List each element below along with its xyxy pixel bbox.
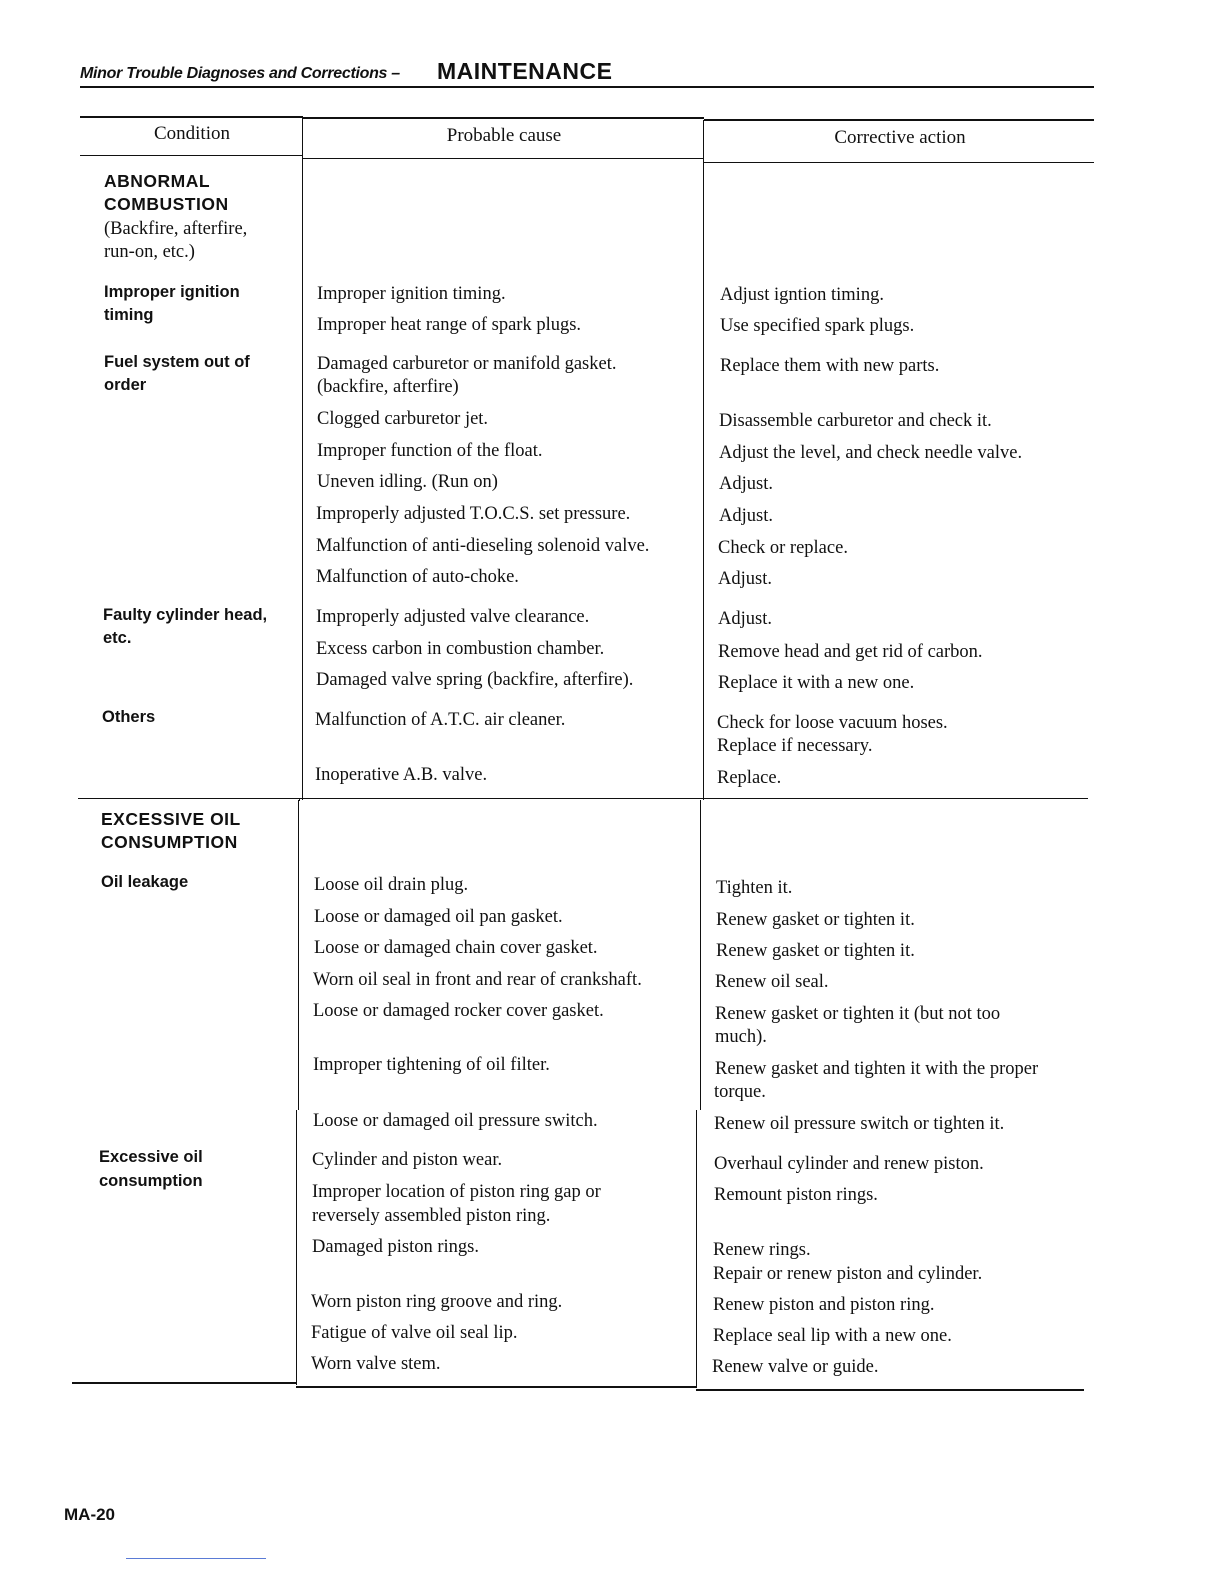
condition-label: Excessive oil — [99, 1148, 203, 1166]
cause-cell: Improper function of the float. — [317, 441, 543, 461]
cause-cell: Improperly adjusted valve clearance. — [316, 607, 590, 627]
cause-cell: Loose oil drain plug. — [314, 875, 469, 895]
action-cell: Renew valve or guide. — [712, 1357, 879, 1377]
header-title: MAINTENANCE — [437, 58, 613, 84]
action-cell: Check or replace. — [718, 538, 848, 558]
cause-cell: Loose or damaged rocker cover gasket. — [313, 1001, 604, 1021]
cause-cell: Loose or damaged oil pressure switch. — [313, 1111, 598, 1131]
condition-label: consumption — [99, 1172, 203, 1190]
column-divider — [700, 800, 701, 1110]
action-cell: Renew oil seal. — [715, 972, 829, 992]
condition-label: Oil leakage — [101, 873, 189, 891]
cause-cell: Loose or damaged oil pan gasket. — [314, 907, 563, 927]
cause-cell: Worn piston ring groove and ring. — [311, 1292, 563, 1312]
condition-label: etc. — [103, 629, 132, 647]
action-cell: Adjust. — [719, 506, 773, 526]
section-heading: EXCESSIVE OIL — [101, 809, 241, 829]
action-cell: much). — [715, 1027, 767, 1047]
section-heading: ABNORMAL — [104, 171, 211, 191]
cause-cell: Improper ignition timing. — [317, 284, 506, 304]
action-cell: Remove head and get rid of carbon. — [718, 642, 983, 662]
cause-cell: Improper location of piston ring gap or — [312, 1182, 601, 1202]
cause-cell: Loose or damaged chain cover gasket. — [314, 938, 598, 958]
action-cell: torque. — [714, 1082, 766, 1102]
action-cell: Replace them with new parts. — [720, 356, 940, 376]
cause-cell: Damaged carburetor or manifold gasket. — [317, 354, 617, 374]
cause-cell: Worn valve stem. — [311, 1354, 441, 1374]
cause-cell: Damaged piston rings. — [312, 1237, 479, 1257]
action-cell: Adjust the level, and check needle valve. — [719, 443, 1023, 463]
cause-cell: Improper heat range of spark plugs. — [317, 315, 582, 335]
column-divider — [703, 120, 704, 800]
section-subheading: run-on, etc.) — [104, 242, 195, 262]
action-cell: Renew gasket or tighten it. — [716, 910, 915, 930]
action-cell: Disassemble carburetor and check it. — [719, 411, 992, 431]
condition-label: order — [104, 376, 147, 394]
table-top-rule — [303, 117, 704, 119]
action-cell: Adjust. — [718, 609, 772, 629]
action-cell: Remount piston rings. — [714, 1185, 878, 1205]
condition-label: Faulty cylinder head, — [103, 606, 268, 624]
action-cell: Adjust. — [719, 474, 773, 494]
section-divider-rule — [78, 798, 1088, 799]
table-header-rule — [303, 158, 704, 159]
action-cell: Replace it with a new one. — [718, 673, 915, 693]
action-cell: Replace if necessary. — [717, 736, 873, 756]
action-cell: Renew rings. — [713, 1240, 811, 1260]
section-heading: CONSUMPTION — [101, 832, 238, 852]
table-bottom-rule — [696, 1389, 1084, 1391]
action-cell: Replace seal lip with a new one. — [713, 1326, 952, 1346]
action-cell: Renew oil pressure switch or tighten it. — [714, 1114, 1005, 1134]
cause-cell: Worn oil seal in front and rear of crankshaft. — [313, 970, 642, 990]
action-cell: Replace. — [717, 768, 782, 788]
column-header-probable-cause: Probable cause — [446, 125, 562, 146]
table-bottom-rule — [72, 1382, 296, 1384]
table-header-rule — [704, 162, 1094, 163]
action-cell: Tighten it. — [716, 878, 793, 898]
cause-cell: Excess carbon in combustion chamber. — [316, 639, 605, 659]
condition-label: Improper ignition — [104, 283, 240, 301]
column-divider — [298, 800, 299, 1110]
cause-cell: Clogged carburetor jet. — [317, 409, 489, 429]
cause-cell: Improper tightening of oil filter. — [313, 1055, 550, 1075]
scan-artifact-line — [126, 1558, 266, 1559]
table-bottom-rule — [296, 1386, 696, 1388]
cause-cell: (backfire, afterfire) — [317, 377, 459, 397]
action-cell: Renew piston and piston ring. — [713, 1295, 935, 1315]
column-header-corrective-action: Corrective action — [834, 127, 966, 148]
header-subtitle: Minor Trouble Diagnoses and Corrections – — [80, 65, 400, 82]
section-heading: COMBUSTION — [104, 194, 229, 214]
action-cell: Renew gasket and tighten it with the proper — [715, 1059, 1039, 1079]
cause-cell: Fatigue of valve oil seal lip. — [311, 1323, 518, 1343]
table-top-rule — [704, 119, 1094, 121]
cause-cell: Cylinder and piston wear. — [312, 1150, 503, 1170]
action-cell: Renew gasket or tighten it. — [716, 941, 915, 961]
action-cell: Use specified spark plugs. — [720, 316, 915, 336]
cause-cell: Uneven idling. (Run on) — [317, 472, 498, 492]
section-subheading: (Backfire, afterfire, — [104, 219, 248, 239]
action-cell: Adjust igntion timing. — [720, 285, 884, 305]
page-header — [80, 56, 1094, 88]
column-divider — [696, 1110, 697, 1388]
table-top-rule — [80, 116, 303, 118]
action-cell: Repair or renew piston and cylinder. — [713, 1264, 983, 1284]
condition-label: Fuel system out of — [104, 353, 250, 371]
action-cell: Adjust. — [718, 569, 772, 589]
condition-label: timing — [104, 306, 154, 324]
page-number: MA-20 — [64, 1505, 116, 1524]
column-divider — [299, 799, 300, 801]
table-header-rule — [80, 155, 303, 156]
column-divider — [296, 1110, 297, 1385]
condition-label: Others — [102, 708, 156, 726]
action-cell: Overhaul cylinder and renew piston. — [714, 1154, 984, 1174]
cause-cell: Malfunction of anti-dieseling solenoid valve. — [316, 536, 650, 556]
column-header-condition: Condition — [153, 123, 230, 144]
cause-cell: Improperly adjusted T.O.C.S. set pressure. — [316, 504, 631, 524]
action-cell: Check for loose vacuum hoses. — [717, 713, 948, 733]
cause-cell: Malfunction of A.T.C. air cleaner. — [315, 710, 566, 730]
column-divider — [302, 118, 303, 800]
cause-cell: reversely assembled piston ring. — [312, 1206, 551, 1226]
cause-cell: Malfunction of auto-choke. — [316, 567, 519, 587]
action-cell: Renew gasket or tighten it (but not too — [715, 1004, 1001, 1024]
cause-cell: Inoperative A.B. valve. — [315, 765, 488, 785]
cause-cell: Damaged valve spring (backfire, afterfire). — [316, 670, 634, 690]
